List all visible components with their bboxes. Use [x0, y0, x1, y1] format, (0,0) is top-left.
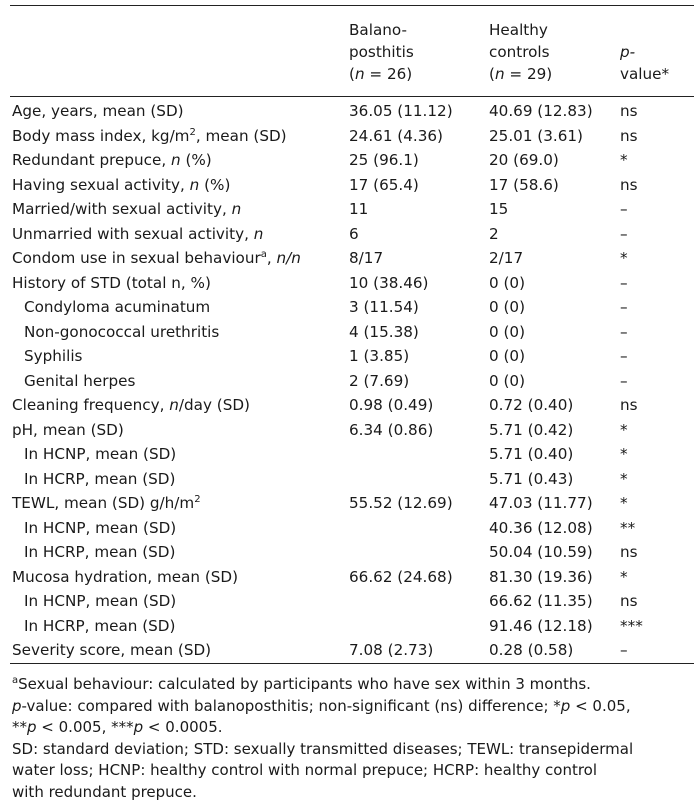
table-row: [0, 99, 700, 124]
cell-healthy-controls: 0 (0): [489, 273, 526, 292]
cell-healthy-controls: 20 (69.0): [489, 151, 559, 169]
cell-p-value: –: [620, 322, 628, 341]
row-label: History of STD (total n, %): [12, 273, 211, 292]
footnote-abbreviations: SD: standard deviation; STD: sexually transmitted diseases; TEWL: transepidermal: [12, 739, 634, 758]
cell-healthy-controls: 0 (0): [489, 298, 526, 316]
table-row: [0, 148, 700, 173]
bottom-rule: [10, 663, 694, 664]
row-label: In HCNP, mean (SD): [24, 445, 177, 463]
cell-p-value: ns: [620, 126, 638, 145]
table-row: [0, 418, 700, 443]
cell-p-value: *: [620, 567, 628, 586]
cell-p-value: –: [620, 298, 628, 316]
cell-balanoposthitis: 7.08 (2.73): [349, 641, 434, 659]
table-row: [0, 369, 700, 394]
table-row: [0, 467, 700, 492]
cell-p-value: *: [620, 469, 628, 488]
header-text: posthitis: [349, 43, 414, 61]
table-row: [0, 565, 700, 590]
row-label: pH, mean (SD): [12, 420, 124, 439]
header-n: (n = 26): [349, 65, 413, 83]
cell-balanoposthitis: 10 (38.46): [349, 273, 429, 292]
footnote-abbreviations: water loss; HCNP: healthy control with normal prepuce; HCRP: healthy control: [12, 761, 598, 779]
cell-healthy-controls: 0 (0): [489, 371, 526, 390]
cell-balanoposthitis: 55.52 (12.69): [349, 494, 453, 512]
cell-balanoposthitis: 1 (3.85): [349, 347, 410, 365]
row-label: Condom use in sexual behaviour$^a$, n/n: [12, 248, 301, 267]
cell-p-value: *: [620, 445, 628, 463]
header-n: (n = 29): [489, 65, 553, 83]
table-row: [0, 124, 700, 149]
cell-p-value: –: [620, 273, 628, 292]
cell-balanoposthitis: 2 (7.69): [349, 371, 410, 390]
row-label: In HCRP, mean (SD): [24, 543, 176, 561]
row-label: Cleaning frequency, n/day (SD): [12, 396, 250, 414]
header-text: controls: [489, 43, 550, 61]
row-label: In HCNP, mean (SD): [24, 518, 177, 537]
table-row: [0, 295, 700, 320]
cell-p-value: *: [620, 494, 628, 512]
table-row: [0, 638, 700, 663]
cell-healthy-controls: 25.01 (3.61): [489, 126, 583, 145]
cell-p-value: –: [620, 224, 628, 243]
cell-healthy-controls: 47.03 (11.77): [489, 494, 593, 512]
row-label: Condyloma acuminatum: [24, 298, 211, 316]
cell-healthy-controls: 2: [489, 224, 499, 243]
footnotes: [12, 674, 692, 803]
row-label: Genital herpes: [24, 371, 136, 390]
table-row: [0, 320, 700, 345]
cell-healthy-controls: 40.36 (12.08): [489, 518, 593, 537]
cell-p-value: *: [620, 151, 628, 169]
table-row: [0, 344, 700, 369]
cell-p-value: –: [620, 347, 628, 365]
table-row: [0, 246, 700, 271]
row-label: Syphilis: [24, 347, 83, 365]
table-row: [0, 442, 700, 467]
cell-balanoposthitis: 25 (96.1): [349, 151, 419, 169]
row-label: Redundant prepuce, n (%): [12, 151, 212, 169]
cell-healthy-controls: 0.28 (0.58): [489, 641, 574, 659]
cell-healthy-controls: 5.71 (0.40): [489, 445, 574, 463]
cell-healthy-controls: 50.04 (10.59): [489, 543, 593, 561]
cell-healthy-controls: 91.46 (12.18): [489, 616, 593, 635]
row-label: Unmarried with sexual activity, n: [12, 224, 264, 243]
footnote-p-value: p-value: compared with balanoposthitis; non-significant (ns) difference; *p < 0.05,: [12, 696, 631, 715]
cell-balanoposthitis: 0.98 (0.49): [349, 396, 434, 414]
cell-p-value: *: [620, 420, 628, 439]
cell-healthy-controls: 0 (0): [489, 347, 526, 365]
header-rule: [10, 96, 694, 97]
header-text: value*: [620, 65, 670, 83]
cell-balanoposthitis: 17 (65.4): [349, 175, 419, 194]
cell-p-value: ns: [620, 102, 638, 120]
cell-healthy-controls: 81.30 (19.36): [489, 567, 593, 586]
cell-balanoposthitis: 6.34 (0.86): [349, 420, 434, 439]
cell-healthy-controls: 40.69 (12.83): [489, 102, 593, 120]
cell-p-value: ns: [620, 543, 638, 561]
row-label: Severity score, mean (SD): [12, 641, 212, 659]
cell-p-value: ns: [620, 396, 638, 414]
table-row: [0, 271, 700, 296]
cell-balanoposthitis: 24.61 (4.36): [349, 126, 443, 145]
cell-healthy-controls: 5.71 (0.43): [489, 469, 574, 488]
table-row: [0, 516, 700, 541]
table-row: [0, 614, 700, 639]
row-label: Non-gonococcal urethritis: [24, 322, 220, 341]
header-text: Balano-: [349, 21, 407, 39]
table-row: [0, 540, 700, 565]
cell-healthy-controls: 0.72 (0.40): [489, 396, 574, 414]
cell-healthy-controls: 5.71 (0.42): [489, 420, 574, 439]
cell-healthy-controls: 0 (0): [489, 322, 526, 341]
cell-p-value: –: [620, 200, 628, 218]
header-text: p-: [620, 43, 636, 61]
top-rule: [10, 5, 694, 6]
cell-balanoposthitis: 11: [349, 200, 369, 218]
cell-balanoposthitis: 8/17: [349, 249, 384, 267]
cell-p-value: –: [620, 641, 628, 659]
row-label: Body mass index, $kg/m^2$, mean (SD): [12, 126, 287, 145]
cell-balanoposthitis: 3 (11.54): [349, 298, 419, 316]
row-label: Having sexual activity, n (%): [12, 175, 231, 194]
cell-healthy-controls: 15: [489, 200, 509, 218]
cell-p-value: –: [620, 371, 628, 390]
table-row: [0, 197, 700, 222]
footnote-a: $^a$Sexual behaviour: calculated by participants who have sex within 3 months.: [12, 675, 591, 693]
row-label: In HCNP, mean (SD): [24, 592, 177, 610]
table-row: [0, 589, 700, 614]
header-text: Healthy: [489, 21, 548, 39]
table-row: [0, 393, 700, 418]
row-label: TEWL, mean (SD) $g/h/m^2$: [12, 493, 201, 512]
cell-p-value: ns: [620, 592, 638, 610]
table-row: [0, 173, 700, 198]
footnote-p-levels: **p < 0.005, ***p < 0.0005.: [12, 718, 223, 736]
header-healthy-controls: [489, 19, 552, 85]
header-balanoposthitis: [349, 19, 414, 85]
cell-p-value: *: [620, 249, 628, 267]
row-label: In HCRP, mean (SD): [24, 616, 176, 635]
header-p-value: [620, 41, 669, 85]
cell-balanoposthitis: 36.05 (11.12): [349, 102, 453, 120]
cell-balanoposthitis: 66.62 (24.68): [349, 567, 453, 586]
cell-balanoposthitis: 4 (15.38): [349, 322, 419, 341]
cell-healthy-controls: 2/17: [489, 249, 524, 267]
row-label: Age, years, mean (SD): [12, 102, 184, 120]
row-label: Married/with sexual activity, n: [12, 200, 242, 218]
cell-p-value: ns: [620, 175, 638, 194]
row-label: Mucosa hydration, mean (SD): [12, 567, 239, 586]
cell-balanoposthitis: 6: [349, 224, 359, 243]
cell-healthy-controls: 66.62 (11.35): [489, 592, 593, 610]
footnote-abbreviations: with redundant prepuce.: [12, 782, 197, 801]
cell-p-value: ***: [620, 616, 643, 635]
cell-p-value: **: [620, 518, 636, 537]
row-label: In HCRP, mean (SD): [24, 469, 176, 488]
table-row: [0, 491, 700, 516]
cell-healthy-controls: 17 (58.6): [489, 175, 559, 194]
table-body: [0, 99, 700, 663]
table-row: [0, 222, 700, 247]
